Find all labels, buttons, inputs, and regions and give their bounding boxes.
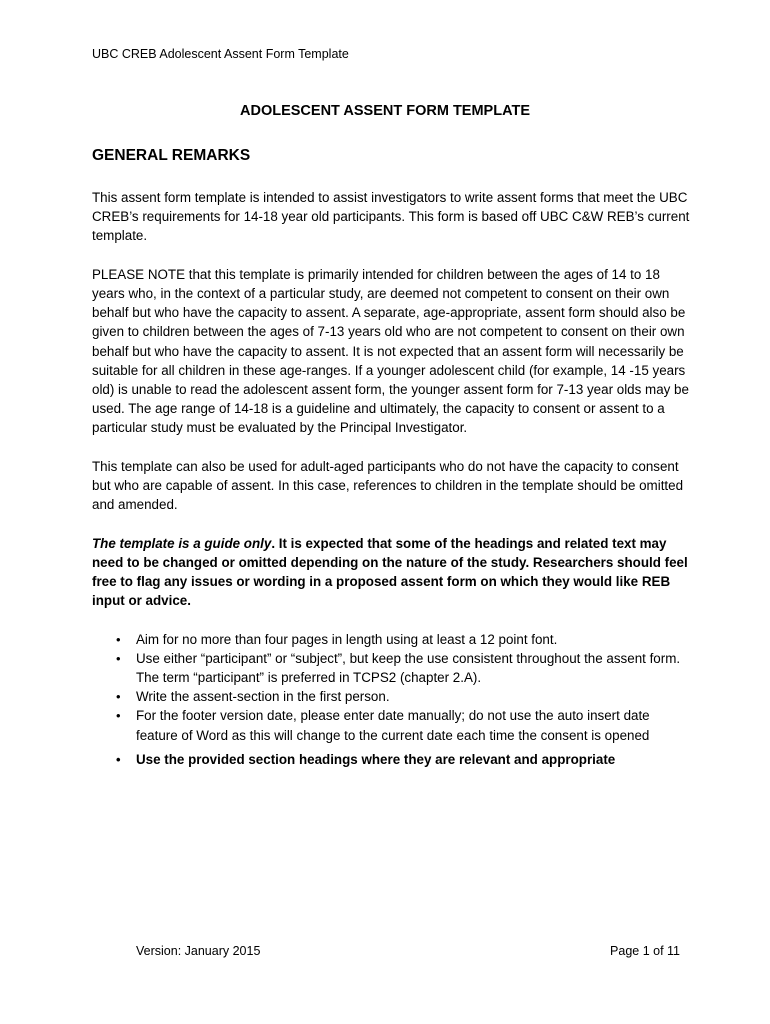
running-header: UBC CREB Adolescent Assent Form Template	[92, 47, 349, 61]
document-body	[92, 188, 692, 769]
bullet-icon: •	[116, 631, 121, 647]
list-item	[92, 706, 692, 744]
list-item-text: For the footer version date, please enter date manually; do not use the auto insert date feature of Word as this will change to the current date each time the consent is opened	[136, 708, 650, 743]
section-heading-general-remarks: GENERAL REMARKS	[92, 147, 251, 164]
list-item-text: Aim for no more than four pages in length using at least a 12 point font.	[136, 631, 558, 647]
footer-page-number: Page 1 of 11	[610, 944, 680, 958]
list-item	[92, 750, 692, 769]
document-title: ADOLESCENT ASSENT FORM TEMPLATE	[240, 103, 530, 119]
guide-emphasis: The template is a guide only	[92, 535, 272, 551]
bullet-icon: •	[116, 751, 121, 767]
list-item-text: Write the assent-section in the first person.	[136, 689, 390, 705]
list-item	[92, 630, 692, 649]
bullet-icon: •	[116, 689, 121, 705]
list-item-text: Use the provided section headings where they are relevant and appropriate	[136, 751, 616, 767]
list-item	[92, 687, 692, 706]
guide-rest: . It is expected that some of the headings and related text may need to be changed or omitted depending on the nature of the study. Researchers should feel free to flag any issues or wording in a proposed assent form on which they would like REB input or advice.	[92, 535, 688, 609]
bullet-icon: •	[116, 650, 121, 666]
list-item-text: Use either “participant” or “subject”, but keep the use consistent throughout the assent form. The term “participant” is preferred in TCPS2 (chapter 2.A).	[136, 650, 681, 686]
paragraph-guide-note	[92, 534, 692, 611]
guidelines-list	[92, 630, 692, 769]
list-item	[92, 649, 692, 687]
paragraph-intro: This assent form template is intended to assist investigators to write assent forms that meet the UBC CREB’s requirements for 14-18 year old participants. This form is based off UBC C&W REB’s current template.	[92, 190, 690, 244]
bullet-icon: •	[116, 708, 121, 724]
paragraph-please-note: PLEASE NOTE that this template is primarily intended for children between the ages of 14 to 18 years who, in the context of a particular study, are deemed not competent to consent on their own behalf but who have the capacity to assent. A separate, age-appropriate, assent form should also be given to children between the ages of 7-13 years old who are not competent to consent on their own behalf but who have the capacity to assent. It is not expected that an assent form will necessarily be suitable for all children in these age-ranges. If a younger adolescent child (for example, 14 -15 years old) is unable to read the adolescent assent form, the younger assent form for 7-13 year olds may be used. The age range of 14-18 is a guideline and ultimately, the capacity to consent or assent to a particular study must be evaluated by the Principal Investigator.	[92, 266, 689, 436]
footer-version: Version: January 2015	[136, 944, 261, 958]
paragraph-adult-use: This template can also be used for adult-aged participants who do not have the capacity to consent but who are capable of assent. In this case, references to children in the template should be omitted and amended.	[92, 458, 684, 513]
